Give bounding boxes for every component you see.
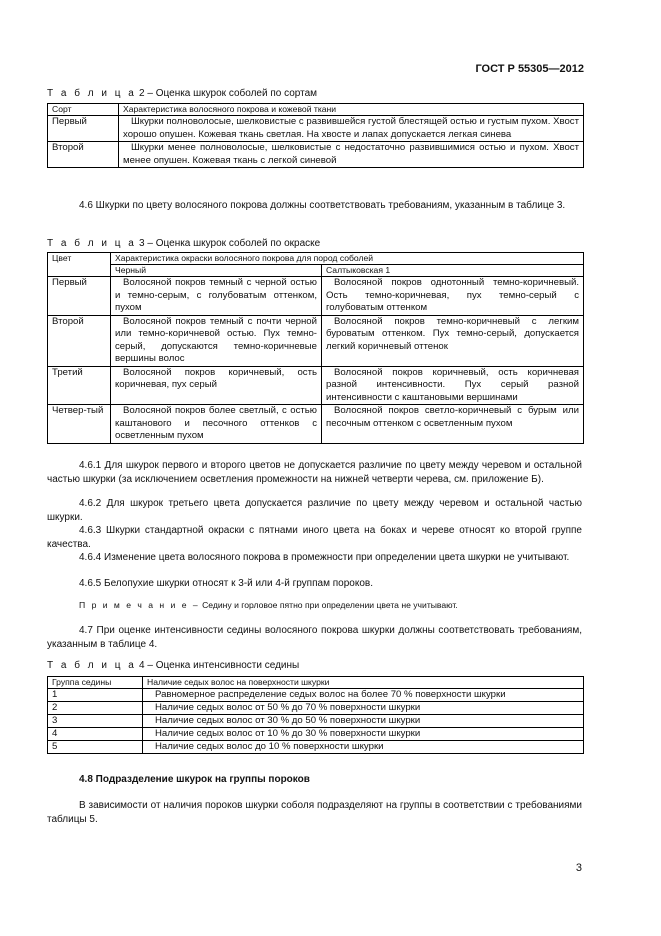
table4-cell-group: 4 (48, 728, 143, 741)
paragraph-4-8: В зависимости от наличия пороков шкурки соболя подразделяют на группы в соответствии с требованиями таблицы 5. (47, 800, 582, 825)
note-label: П р и м е ч а н и е – (79, 600, 200, 610)
table3-cell-black: Волосяной покров темный с почти черной или темно-коричневой остью. Пух темно-серый, допускаются темно-коричневые вершины волос (111, 315, 322, 366)
table3-cell-black: Волосяной покров коричневый, ость коричневая, пух серый (111, 366, 322, 405)
table4-cell-description: Наличие седых волос от 10 % до 30 % поверхности шкурки (143, 728, 584, 741)
table4-cell-group: 1 (48, 689, 143, 702)
table4-header-cell: Наличие седых волос на поверхности шкурки (143, 677, 584, 689)
table3-cell-black: Волосяной покров более светлый, с остью каштанового и песочного оттенков с осветленным пухом (111, 405, 322, 444)
table2-header-cell: Сорт (48, 104, 119, 116)
table2-header-row (48, 104, 584, 116)
table-row (48, 142, 584, 168)
paragraph-4-6: 4.6 Шкурки по цвету волосяного покрова должны соответствовать требованиям, указанным в таблице 3. (79, 200, 566, 211)
table4-cell-description: Наличие седых волос до 10 % поверхности шкурки (143, 741, 584, 754)
table4 (47, 676, 584, 754)
table3-cell-saltykov: Волосяной покров коричневый, ость коричневая разной интенсивности. Пух серый разной интенсивности с каштановыми вершинами (322, 366, 584, 405)
table4-caption (47, 660, 299, 671)
table3-header-saltykov: Салтыковская 1 (322, 265, 584, 277)
table2-caption-title: 2 – Оценка шкурок соболей по сортам (136, 88, 318, 99)
table2-caption-word: Т а б л и ц а (47, 88, 137, 99)
table4-cell-group: 3 (48, 715, 143, 728)
table4-cell-group: 2 (48, 702, 143, 715)
paragraph-4-6-1: 4.6.1 Для шкурок первого и второго цветов не допускается различие по цвету между черевом и остальной частью шкурки (за исключением осветления промежности на нижней четверти черева, см. приложение Б). (47, 460, 582, 485)
table4-header-cell: Группа седины (48, 677, 143, 689)
table3-cell-saltykov: Волосяной покров однотонный темно-коричневый. Ость темно-коричневая, пух темно-серый с голубоватым оттенком (322, 277, 584, 316)
paragraph-4-6-4: 4.6.4 Изменение цвета волосяного покрова в промежности при определении цвета шкурки не учитывают. (79, 552, 570, 563)
document-header: ГОСТ Р 55305—2012 (475, 63, 584, 75)
note (79, 600, 458, 610)
table3-cell-color: Второй (48, 315, 111, 366)
table-row (48, 366, 584, 405)
table-row (48, 116, 584, 142)
table3-header-black: Черный (111, 265, 322, 277)
paragraph-4-7: 4.7 При оценке интенсивности седины волосяного покрова шкурки должны соответствовать требованиям, указанным в таблице 4. (47, 625, 582, 650)
table2-cell-description: Шкурки полноволосые, шелковистые с развившейся густой блестящей остью и густым пухом. Хвост хорошо опушен. Кожевая ткань светлая. На хвосте и лапах допускается легкая синева (119, 116, 584, 142)
table2-caption (47, 88, 317, 99)
section-heading-4-8: 4.8 Подразделение шкурок на группы пороков (79, 774, 310, 785)
table3-caption-title: 3 – Оценка шкурок соболей по окраске (136, 238, 321, 249)
table3-caption (47, 238, 320, 249)
table3-cell-black: Волосяной покров темный с черной остью и темно-серым, с голубоватым оттенком, пухом (111, 277, 322, 316)
paragraph-4-6-3: 4.6.3 Шкурки стандартной окраски с пятнами иного цвета на боках и череве относят ко второй группе качества. (47, 525, 582, 550)
paragraph-4-6-2: 4.6.2 Для шкурок третьего цвета допускается различие по цвету между черевом и остальной частью шкурки. (47, 498, 582, 523)
table3-caption-word: Т а б л и ц а (47, 238, 137, 249)
table4-cell-description: Наличие седых волос от 30 % до 50 % поверхности шкурки (143, 715, 584, 728)
table4-caption-title: 4 – Оценка интенсивности седины (136, 660, 300, 671)
table4-header-row (48, 677, 584, 689)
table-row (48, 315, 584, 366)
table3-header-row (48, 253, 584, 265)
table-row (48, 277, 584, 316)
table3-header-color: Цвет (48, 253, 111, 277)
table2-cell-grade: Первый (48, 116, 119, 142)
table-row (48, 689, 584, 702)
note-text: Седину и горловое пятно при определении цвета не учитывают. (199, 600, 458, 610)
paragraph-4-6-5: 4.6.5 Белопухие шкурки относят к 3-й или 4-й группам пороков. (79, 578, 373, 589)
table3-cell-saltykov: Волосяной покров светло-коричневый с бурым или песочным оттенком с осветленным пухом (322, 405, 584, 444)
table-row (48, 405, 584, 444)
table2 (47, 103, 584, 168)
table4-caption-word: Т а б л и ц а (47, 660, 137, 671)
table3-cell-color: Третий (48, 366, 111, 405)
table3-cell-color: Четвер-тый (48, 405, 111, 444)
table3-header-characteristic: Характеристика окраски волосяного покрова для пород соболей (111, 253, 584, 265)
table3-subheader-row (48, 265, 584, 277)
table4-cell-description: Равномерное распределение седых волос на более 70 % поверхности шкурки (143, 689, 584, 702)
table2-cell-description: Шкурки менее полноволосые, шелковистые с недостаточно развившимися остью и пухом. Хвост менее опушен. Кожевая ткань с легкой синевой (119, 142, 584, 168)
table2-header-cell: Характеристика волосяного покрова и кожевой ткани (119, 104, 584, 116)
table4-cell-group: 5 (48, 741, 143, 754)
table3 (47, 252, 584, 444)
table3-cell-saltykov: Волосяной покров темно-коричневый с легким буроватым оттенком. Пух темно-серый, допускается легкий коричневый оттенок (322, 315, 584, 366)
table3-cell-color: Первый (48, 277, 111, 316)
table4-cell-description: Наличие седых волос от 50 % до 70 % поверхности шкурки (143, 702, 584, 715)
table-row (48, 715, 584, 728)
table-row (48, 702, 584, 715)
table2-cell-grade: Второй (48, 142, 119, 168)
table-row (48, 728, 584, 741)
page-number: 3 (575, 862, 582, 874)
table-row (48, 741, 584, 754)
